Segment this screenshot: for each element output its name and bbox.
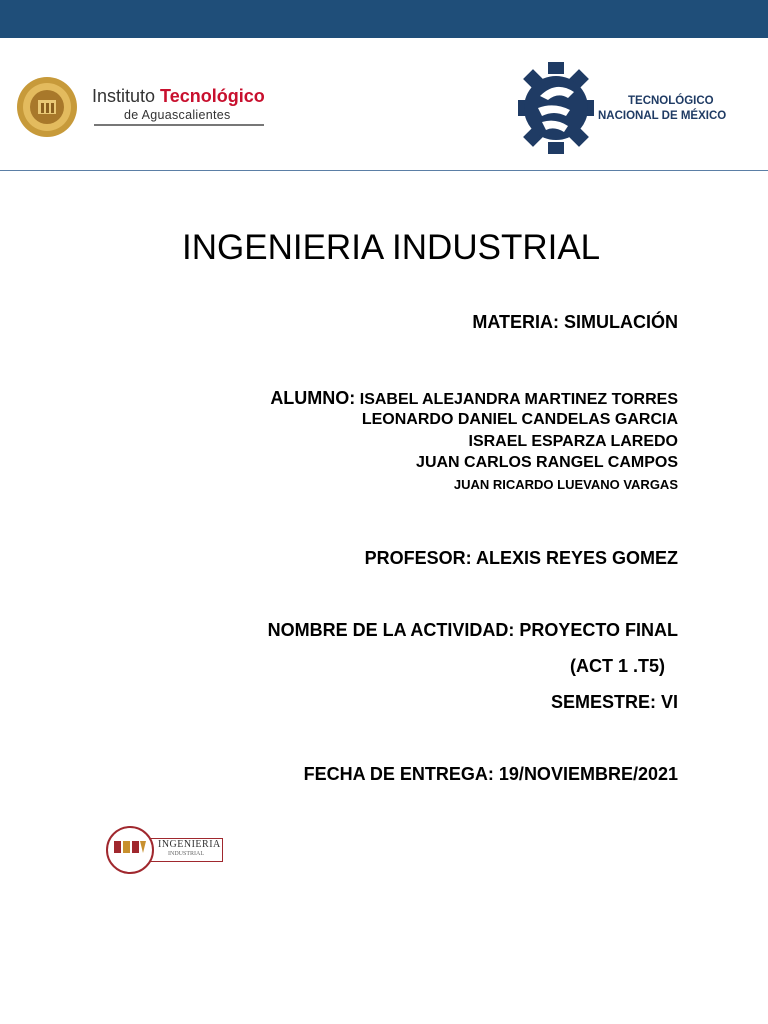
materia-line: MATERIA: SIMULACIÓN: [472, 312, 678, 332]
alumno-name: ISRAEL ESPARZA LAREDO: [468, 433, 678, 450]
ingenieria-industrial-logo: [106, 826, 226, 876]
ita-name: Instituto Tecnológico: [92, 86, 265, 106]
ita-seal-icon: [16, 76, 78, 138]
alumno-label: ALUMNO:: [270, 388, 356, 408]
semestre-line: SEMESTRE: VI: [550, 692, 678, 712]
ita-logo: [16, 76, 266, 138]
ing-logo-mark-icon: [114, 839, 146, 855]
ita-underline: [94, 124, 264, 126]
alumno-name: JUAN RICARDO LUEVANO VARGAS: [453, 477, 678, 492]
alumno-name: ISABEL ALEJANDRA MARTINEZ TORRES: [359, 391, 678, 408]
ing-logo-text: INGENIERIA: [158, 839, 221, 850]
alumno-name: LEONARDO DANIEL CANDELAS GARCIA: [361, 411, 678, 428]
actividad-line: NOMBRE DE LA ACTIVIDAD: PROYECTO FINAL: [267, 620, 678, 640]
alumno-first-line: [270, 388, 678, 409]
actividad-code: (ACT 1 .T5): [569, 656, 665, 676]
ing-logo-subtext: INDUSTRIAL: [168, 851, 204, 857]
tecnm-name-line1: TECNOLÓGICO: [628, 95, 714, 107]
tecnm-logo: [518, 62, 738, 158]
profesor-line: PROFESOR: ALEXIS REYES GOMEZ: [364, 548, 678, 568]
document-title: INGENIERIA INDUSTRIAL: [182, 228, 601, 267]
alumno-name: JUAN CARLOS RANGEL CAMPOS: [416, 454, 678, 471]
tecnm-name-line2: NACIONAL DE MÉXICO: [598, 110, 727, 122]
header-divider: [0, 170, 768, 171]
ita-location: de Aguascalientes: [124, 108, 231, 122]
tecnm-gear-eagle-icon: [518, 62, 594, 154]
header-bar: [0, 0, 768, 38]
fecha-entrega-line: FECHA DE ENTREGA: 19/NOVIEMBRE/2021: [303, 764, 678, 784]
